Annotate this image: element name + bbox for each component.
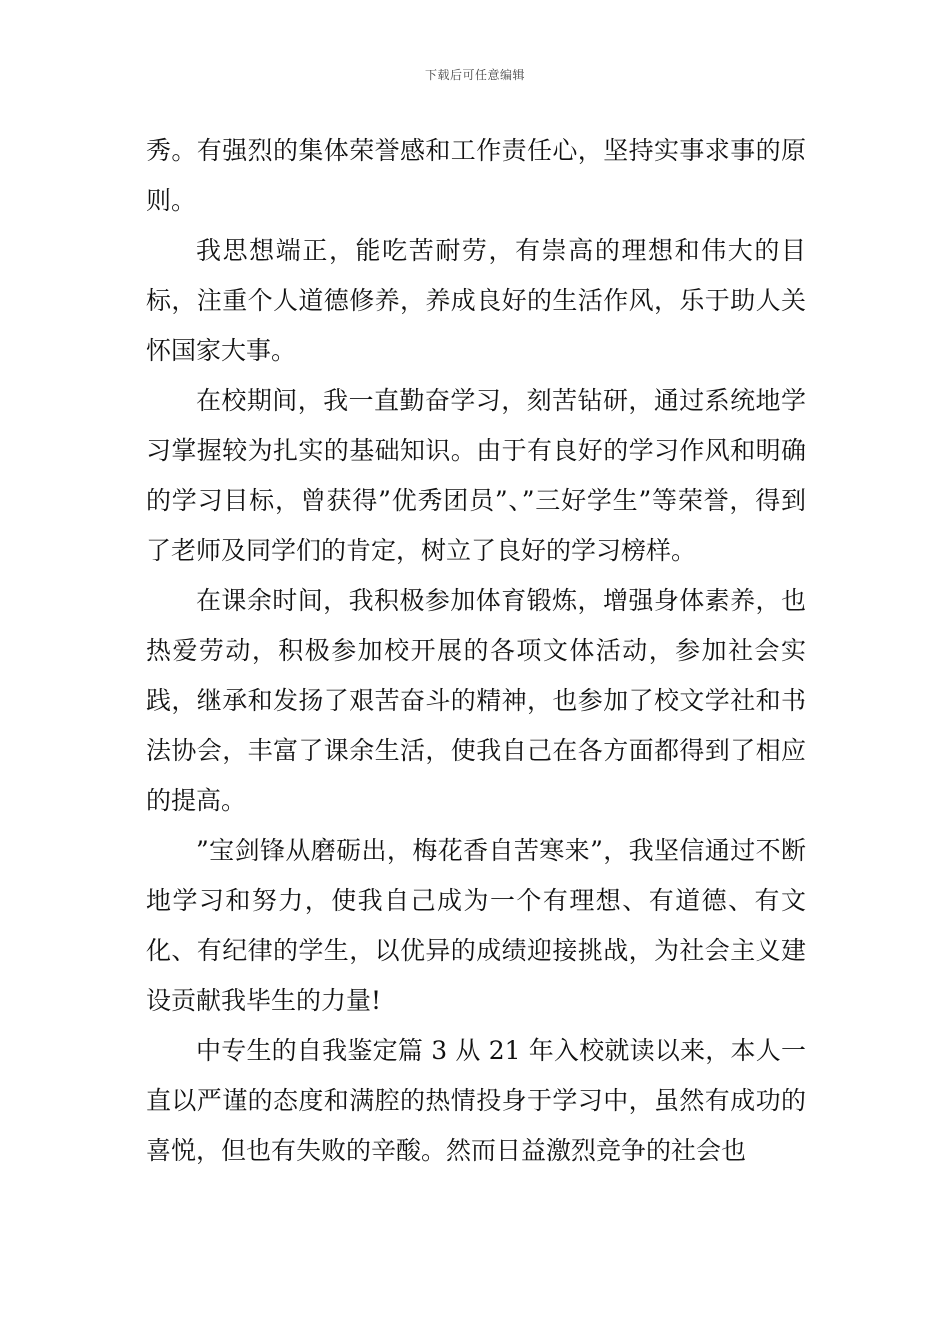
paragraph-1: 秀。有强烈的集体荣誉感和工作责任心，坚持实事求事的原则。 bbox=[146, 136, 806, 215]
paragraph-5: ”宝剑锋从磨砺出，梅花香自苦寒来”，我坚信通过不断地学习和努力，使我自己成为一个有理想、有道德、有文化、有纪律的学生，以优异的成绩迎接挑战，为社会主义建设贡献我毕生的力量! bbox=[146, 836, 806, 1015]
paragraph-6: 中专生的自我鉴定篇 3 从 21 年入校就读以来，本人一直以严谨的态度和满腔的热情投身于学习中，虽然有成功的喜悦，但也有失败的辛酸。然而日益激烈竞争的社会也 bbox=[146, 1036, 806, 1165]
page-header: 下载后可任意编辑 bbox=[424, 68, 525, 82]
document-body bbox=[146, 126, 806, 1176]
paragraph-2: 我思想端正，能吃苦耐劳，有崇高的理想和伟大的目标，注重个人道德修养，养成良好的生活作风，乐于助人关怀国家大事。 bbox=[146, 236, 806, 365]
paragraph-3: 在校期间，我一直勤奋学习，刻苦钻研，通过系统地学习掌握较为扎实的基础知识。由于有良好的学习作风和明确的学习目标，曾获得”优秀团员”、”三好学生”等荣誉，得到了老师及同学们的肯定，树立了良好的学习榜样。 bbox=[146, 386, 806, 565]
paragraph-4: 在课余时间，我积极参加体育锻炼，增强身体素养，也热爱劳动，积极参加校开展的各项文体活动，参加社会实践，继承和发扬了艰苦奋斗的精神，也参加了校文学社和书法协会，丰富了课余生活，使我自己在各方面都得到了相应的提高。 bbox=[146, 586, 806, 815]
